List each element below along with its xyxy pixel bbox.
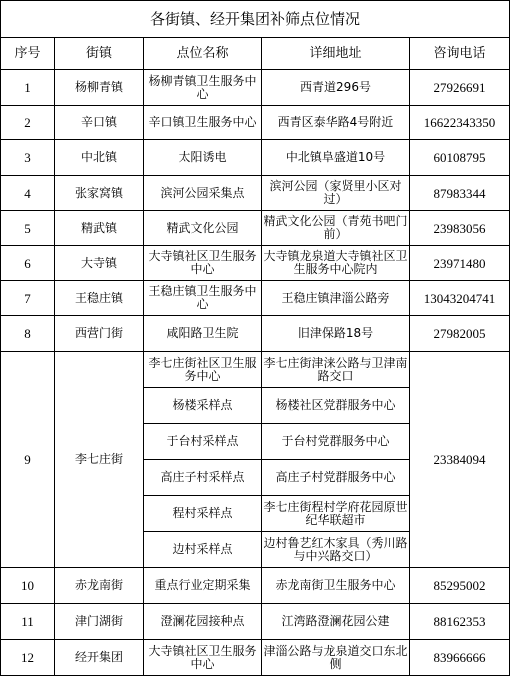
header-row bbox=[1, 38, 510, 70]
cell-no: 5 bbox=[1, 211, 55, 246]
table-row bbox=[1, 568, 510, 604]
cell-site: 辛口镇卫生服务中心 bbox=[144, 106, 262, 140]
cell-site: 于台村采样点 bbox=[144, 424, 262, 460]
cell-no: 3 bbox=[1, 140, 55, 176]
cell-no: 10 bbox=[1, 568, 55, 604]
table-row bbox=[1, 211, 510, 246]
header-site: 点位名称 bbox=[144, 38, 262, 70]
cell-site: 澄澜花园接种点 bbox=[144, 604, 262, 640]
cell-address: 李七庄街程村学府花园原世纪华联超市 bbox=[262, 496, 410, 532]
cell-address: 杨楼社区党群服务中心 bbox=[262, 388, 410, 424]
cell-phone: 83966666 bbox=[410, 640, 510, 676]
cell-site: 精武文化公园 bbox=[144, 211, 262, 246]
cell-phone: 27982005 bbox=[410, 316, 510, 352]
cell-site: 咸阳路卫生院 bbox=[144, 316, 262, 352]
cell-site: 大寺镇社区卫生服务中心 bbox=[144, 246, 262, 281]
table-row bbox=[1, 604, 510, 640]
cell-address: 西青道296号 bbox=[262, 70, 410, 106]
table-row bbox=[1, 640, 510, 676]
cell-phone: 13043204741 bbox=[410, 281, 510, 316]
cell-phone: 88162353 bbox=[410, 604, 510, 640]
cell-phone: 27926691 bbox=[410, 70, 510, 106]
cell-town: 精武镇 bbox=[55, 211, 144, 246]
cell-address: 津淄公路与龙泉道交口东北侧 bbox=[262, 640, 410, 676]
cell-phone: 23983056 bbox=[410, 211, 510, 246]
cell-town: 西营门街 bbox=[55, 316, 144, 352]
cell-no: 1 bbox=[1, 70, 55, 106]
table-row bbox=[1, 70, 510, 106]
cell-town: 大寺镇 bbox=[55, 246, 144, 281]
cell-address: 江湾路澄澜花园公建 bbox=[262, 604, 410, 640]
header-address: 详细地址 bbox=[262, 38, 410, 70]
table-row bbox=[1, 106, 510, 140]
cell-town: 中北镇 bbox=[55, 140, 144, 176]
cell-site: 王稳庄镇卫生服务中心 bbox=[144, 281, 262, 316]
cell-phone: 87983344 bbox=[410, 176, 510, 211]
cell-address: 中北镇阜盛道10号 bbox=[262, 140, 410, 176]
cell-address: 精武文化公园（青苑书吧门前） bbox=[262, 211, 410, 246]
cell-town: 王稳庄镇 bbox=[55, 281, 144, 316]
table-row bbox=[1, 352, 510, 388]
cell-address: 赤龙南街卫生服务中心 bbox=[262, 568, 410, 604]
cell-site: 滨河公园采集点 bbox=[144, 176, 262, 211]
cell-phone: 16622343350 bbox=[410, 106, 510, 140]
table-row bbox=[1, 316, 510, 352]
table-row bbox=[1, 246, 510, 281]
cell-town: 辛口镇 bbox=[55, 106, 144, 140]
cell-town: 经开集团 bbox=[55, 640, 144, 676]
table-row bbox=[1, 176, 510, 211]
cell-no: 6 bbox=[1, 246, 55, 281]
cell-no: 9 bbox=[1, 352, 55, 568]
cell-address: 大寺镇龙泉道大寺镇社区卫生服务中心院内 bbox=[262, 246, 410, 281]
cell-address: 旧津保路18号 bbox=[262, 316, 410, 352]
cell-town: 津门湖街 bbox=[55, 604, 144, 640]
cell-address: 滨河公园（家贤里小区对过） bbox=[262, 176, 410, 211]
cell-phone: 60108795 bbox=[410, 140, 510, 176]
table-row bbox=[1, 281, 510, 316]
cell-address: 于台村党群服务中心 bbox=[262, 424, 410, 460]
cell-site: 边村采样点 bbox=[144, 532, 262, 568]
cell-address: 西青区泰华路4号附近 bbox=[262, 106, 410, 140]
cell-site: 高庄子村采样点 bbox=[144, 460, 262, 496]
cell-site: 程村采样点 bbox=[144, 496, 262, 532]
cell-no: 8 bbox=[1, 316, 55, 352]
table-row bbox=[1, 140, 510, 176]
cell-site: 重点行业定期采集 bbox=[144, 568, 262, 604]
header-town: 街镇 bbox=[55, 38, 144, 70]
cell-site: 太阳诱电 bbox=[144, 140, 262, 176]
cell-address: 王稳庄镇津淄公路旁 bbox=[262, 281, 410, 316]
cell-site: 杨柳青镇卫生服务中心 bbox=[144, 70, 262, 106]
cell-site: 大寺镇社区卫生服务中心 bbox=[144, 640, 262, 676]
cell-phone: 23971480 bbox=[410, 246, 510, 281]
cell-no: 7 bbox=[1, 281, 55, 316]
cell-address: 高庄子村党群服务中心 bbox=[262, 460, 410, 496]
cell-town: 张家窝镇 bbox=[55, 176, 144, 211]
cell-address: 李七庄街津涞公路与卫津南路交口 bbox=[262, 352, 410, 388]
cell-no: 2 bbox=[1, 106, 55, 140]
cell-no: 4 bbox=[1, 176, 55, 211]
header-phone: 咨询电话 bbox=[410, 38, 510, 70]
cell-phone: 23384094 bbox=[410, 352, 510, 568]
cell-town: 李七庄街 bbox=[55, 352, 144, 568]
title-row bbox=[1, 1, 510, 38]
cell-no: 11 bbox=[1, 604, 55, 640]
cell-phone: 85295002 bbox=[410, 568, 510, 604]
cell-site: 李七庄街社区卫生服务中心 bbox=[144, 352, 262, 388]
header-no: 序号 bbox=[1, 38, 55, 70]
cell-address: 边村鲁艺红木家具（秀川路与中兴路交口） bbox=[262, 532, 410, 568]
cell-site: 杨楼采样点 bbox=[144, 388, 262, 424]
cell-town: 杨柳青镇 bbox=[55, 70, 144, 106]
table-title: 各街镇、经开集团补筛点位情况 bbox=[1, 1, 510, 38]
cell-town: 赤龙南街 bbox=[55, 568, 144, 604]
cell-no: 12 bbox=[1, 640, 55, 676]
